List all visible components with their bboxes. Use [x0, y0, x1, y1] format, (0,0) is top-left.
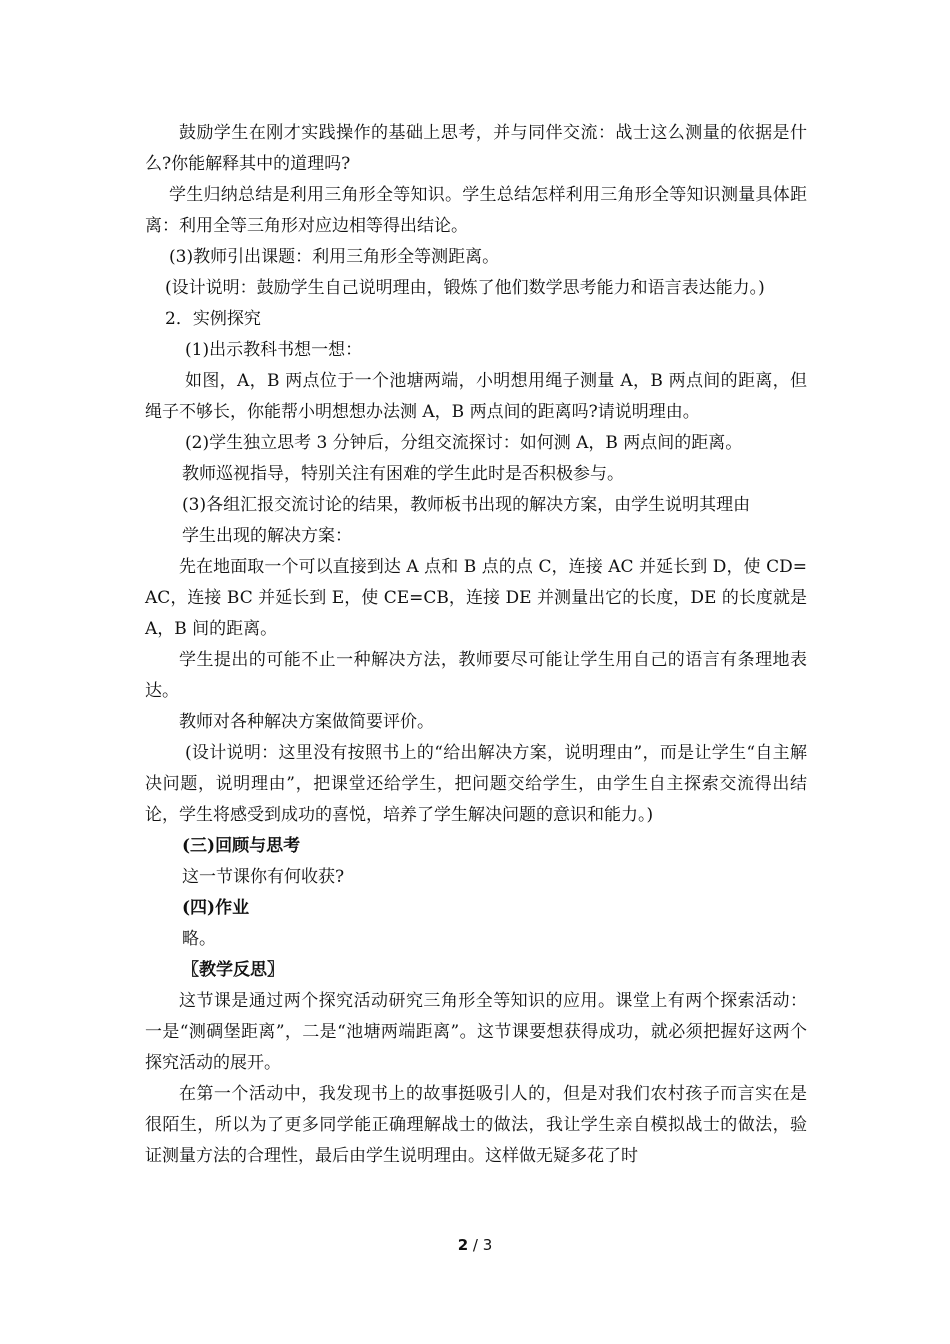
document-body: [145, 118, 807, 1172]
paragraph: 在第一个活动中，我发现书上的故事挺吸引人的，但是对我们农村孩子而言实在是很陌生，所以为了更多同学能正确理解战士的做法，我让学生亲自模拟战士的做法，验证测量方法的合理性，最后由学生说明理由。这样做无疑多花了时: [145, 1084, 807, 1166]
paragraph: 教师巡视指导，特别关注有困难的学生此时是否积极参与。: [182, 464, 624, 484]
section-heading: 〖教学反思〗: [182, 960, 284, 980]
page-separator: /: [468, 1236, 483, 1254]
paragraph: 如图，A，B 两点位于一个池塘两端，小明想用绳子测量 A，B 两点间的距离，但绳子不够长，你能帮小明想想办法测 A，B 两点间的距离吗?请说明理由。: [145, 371, 807, 422]
paragraph: 学生归纳总结是利用三角形全等知识。学生总结怎样利用三角形全等知识测量具体距离：利用全等三角形对应边相等得出结论。: [145, 185, 807, 236]
section-heading: (四)作业: [182, 898, 250, 918]
total-pages: 3: [482, 1236, 493, 1254]
current-page-number: 2: [457, 1236, 469, 1254]
section-heading: 2．实例探究: [165, 309, 261, 329]
paragraph: 先在地面取一个可以直接到达 A 点和 B 点的点 C，连接 AC 并延长到 D，使 CD=AC，连接 BC 并延长到 E，使 CE=CB，连接 DE 并测量出它的长度，DE 的长度就是 A，B 间的距离。: [145, 557, 807, 639]
page-number: [0, 1236, 950, 1254]
paragraph: 略。: [182, 929, 216, 949]
paragraph: (3)教师引出课题：利用三角形全等测距离。: [169, 247, 500, 267]
paragraph: (3)各组汇报交流讨论的结果，教师板书出现的解决方案，由学生说明其理由: [182, 495, 751, 515]
paragraph: 鼓励学生在刚才实践操作的基础上思考，并与同伴交流：战士这么测量的依据是什么?你能解释其中的道理吗?: [145, 123, 807, 174]
paragraph: 学生提出的可能不止一种解决方法，教师要尽可能让学生用自己的语言有条理地表达。: [145, 650, 807, 701]
paragraph: 这一节课你有何收获?: [182, 867, 345, 887]
paragraph: 教师对各种解决方案做简要评价。: [179, 712, 434, 732]
design-note: (设计说明：这里没有按照书上的“给出解决方案，说明理由”，而是让学生“自主解决问题，说明理由”，把课堂还给学生，把问题交给学生，由学生自主探索交流得出结论，学生将感受到成功的喜悦，培养了学生解决问题的意识和能力。): [145, 743, 807, 825]
design-note: (设计说明：鼓励学生自己说明理由，锻炼了他们数学思考能力和语言表达能力。): [165, 278, 765, 298]
paragraph: 学生出现的解决方案：: [182, 526, 352, 546]
paragraph: (2)学生独立思考 3 分钟后，分组交流探讨：如何测 A，B 两点间的距离。: [185, 433, 743, 453]
paragraph: (1)出示教科书想一想：: [185, 340, 363, 360]
section-heading: (三)回顾与思考: [182, 836, 301, 856]
paragraph: 这节课是通过两个探究活动研究三角形全等知识的应用。课堂上有两个探索活动：一是“测碉堡距离”，二是“池塘两端距离”。这节课要想获得成功，就必须把握好这两个探究活动的展开。: [145, 991, 807, 1073]
